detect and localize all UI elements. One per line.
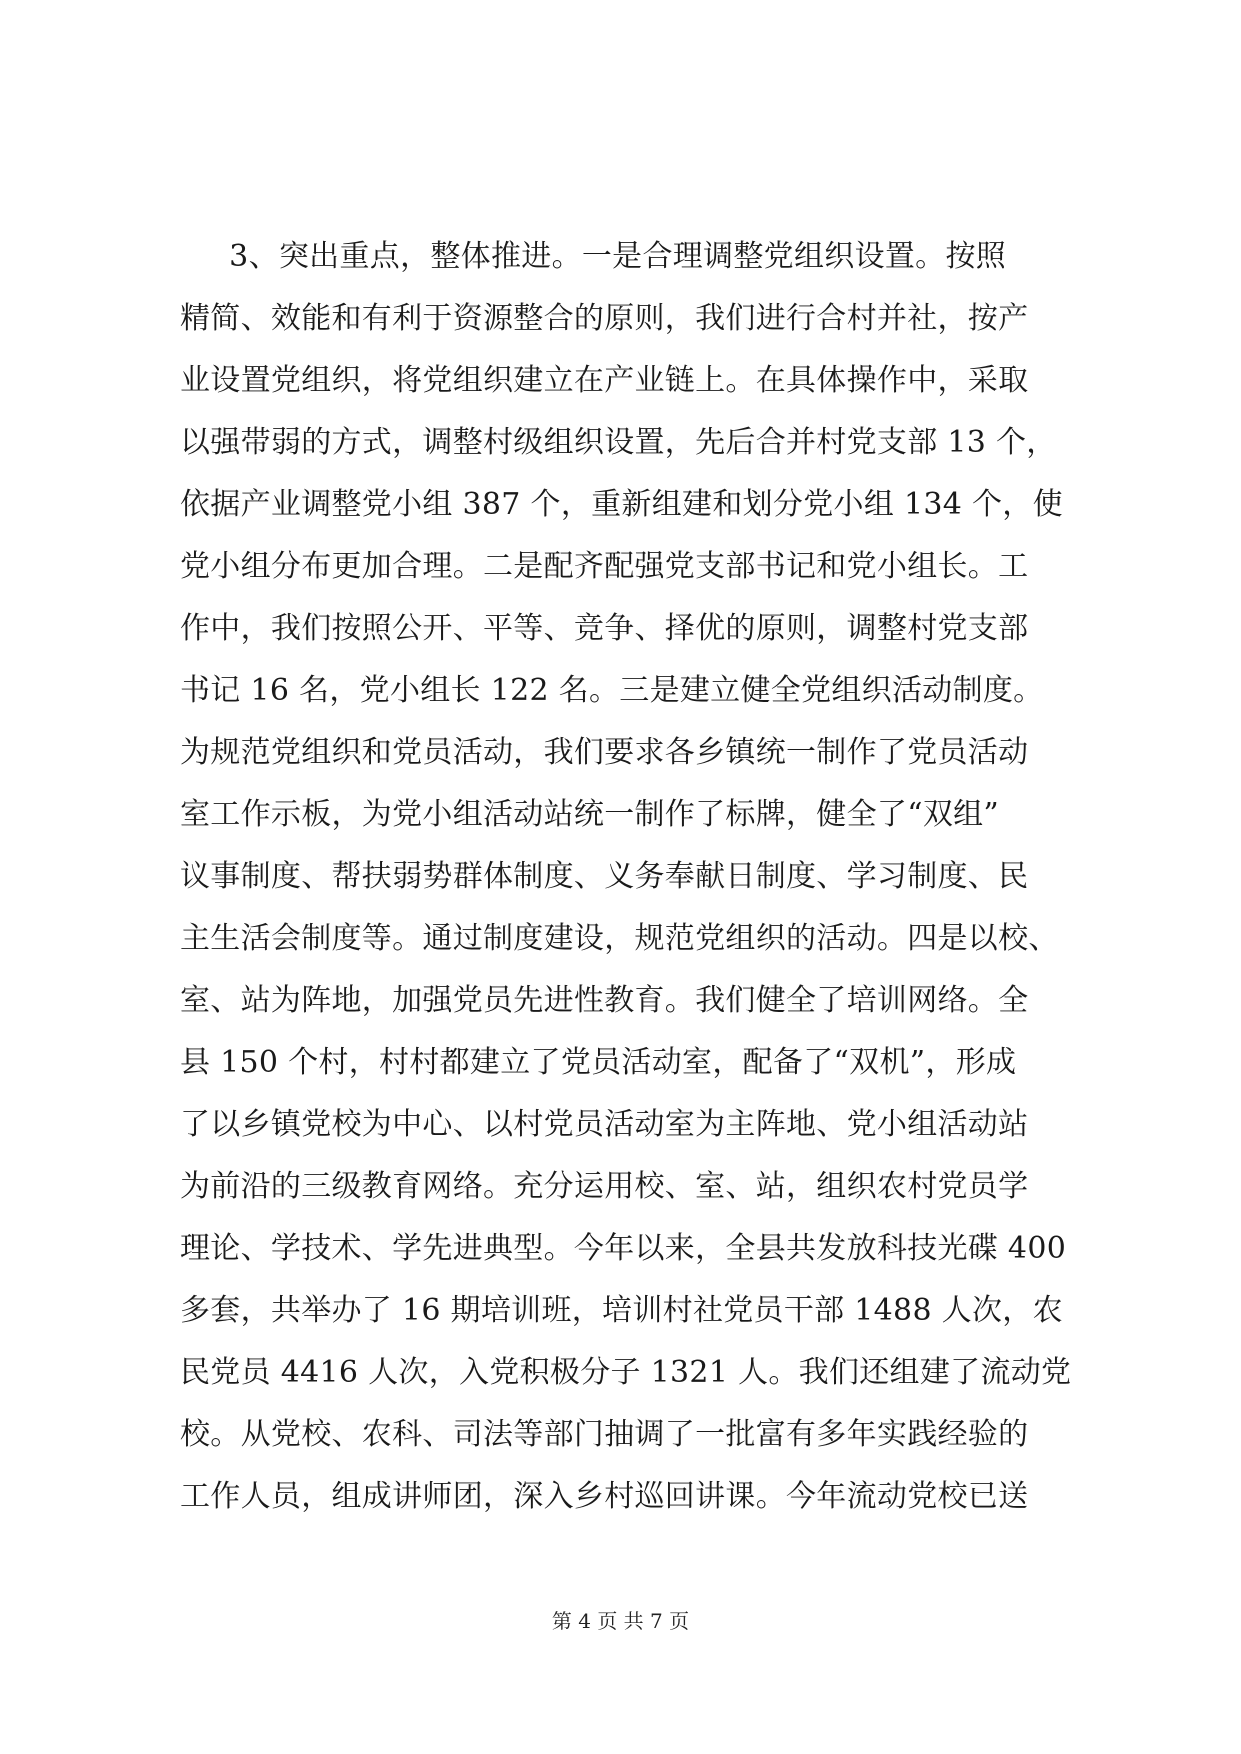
paragraph-line: 主生活会制度等。通过制度建设，规范党组织的活动。四是以校、 xyxy=(180,921,1059,956)
paragraph-line: 3、突出重点，整体推进。一是合理调整党组织设置。按照 xyxy=(180,239,1007,274)
paragraph-line: 校。从党校、农科、司法等部门抽调了一批富有多年实践经验的 xyxy=(180,1417,1029,1452)
paragraph-line: 作中，我们按照公开、平等、竞争、择优的原则，调整村党支部 xyxy=(180,611,1029,646)
paragraph-line: 室、站为阵地，加强党员先进性教育。我们健全了培训网络。全 xyxy=(180,983,1029,1018)
paragraph-line: 多套，共举办了 16 期培训班，培训村社党员干部 1488 人次，农 xyxy=(180,1293,1063,1328)
paragraph-line: 为前沿的三级教育网络。充分运用校、室、站，组织农村党员学 xyxy=(180,1169,1029,1204)
paragraph-line: 工作人员，组成讲师团，深入乡村巡回讲课。今年流动党校已送 xyxy=(180,1479,1029,1514)
paragraph-line: 为规范党组织和党员活动，我们要求各乡镇统一制作了党员活动 xyxy=(180,735,1029,770)
paragraph-line: 以强带弱的方式，调整村级组织设置，先后合并村党支部 13 个， xyxy=(180,425,1057,460)
paragraph-line: 依据产业调整党小组 387 个，重新组建和划分党小组 134 个，使 xyxy=(180,487,1063,522)
paragraph-line: 县 150 个村，村村都建立了党员活动室，配备了“双机”，形成 xyxy=(180,1045,1017,1080)
paragraph-line: 精简、效能和有利于资源整合的原则，我们进行合村并社，按产 xyxy=(180,301,1029,336)
paragraph-line: 业设置党组织，将党组织建立在产业链上。在具体操作中，采取 xyxy=(180,363,1029,398)
paragraph-line: 室工作示板，为党小组活动站统一制作了标牌，健全了“双组” xyxy=(180,797,1000,832)
paragraph-line: 党小组分布更加合理。二是配齐配强党支部书记和党小组长。工 xyxy=(180,549,1029,584)
page-number-footer: 第 4 页 共 7 页 xyxy=(551,1609,690,1633)
paragraph-line: 理论、学技术、学先进典型。今年以来，全县共发放科技光碟 400 xyxy=(180,1231,1067,1266)
paragraph-line: 议事制度、帮扶弱势群体制度、义务奉献日制度、学习制度、民 xyxy=(180,859,1029,894)
paragraph-line: 了以乡镇党校为中心、以村党员活动室为主阵地、党小组活动站 xyxy=(180,1107,1029,1142)
paragraph-line: 民党员 4416 人次，入党积极分子 1321 人。我们还组建了流动党 xyxy=(180,1355,1072,1390)
paragraph-line: 书记 16 名，党小组长 122 名。三是建立健全党组织活动制度。 xyxy=(180,673,1044,708)
